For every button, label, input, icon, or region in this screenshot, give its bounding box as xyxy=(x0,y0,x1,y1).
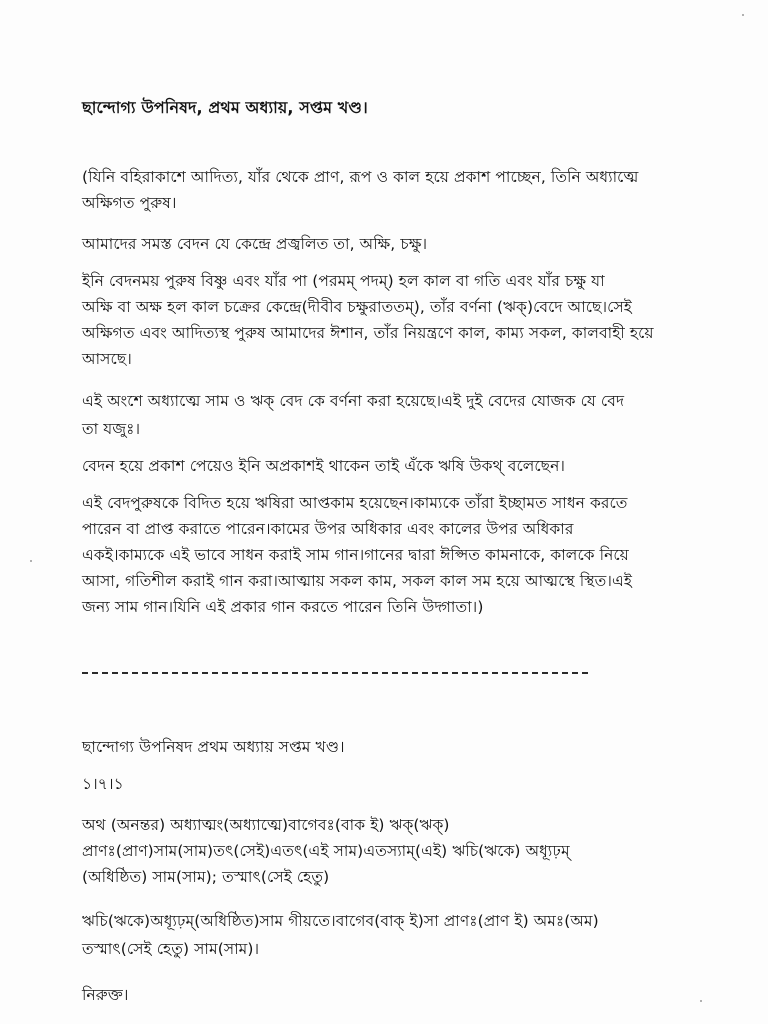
scan-speck xyxy=(700,1000,702,1002)
commentary-p3-line-1: ইনি বেদনময় পুরুষ বিষ্ণু এবং যাঁর পা (পরমম্ পদম্) হল কাল বা গতি এবং যাঁর চক্ষু যা xyxy=(82,272,605,290)
scan-speck xyxy=(742,14,744,16)
gloss-1-line-3: (অধিষ্ঠিত) সাম(সাম); তস্মাৎ(সেই হেতু) xyxy=(82,868,330,886)
commentary-p6-line-1: এই বেদপুরুষকে বিদিত হয়ে ঋষিরা আপ্তকাম হয়েছেন।কাম্যকে তাঁরা ইচ্ছামত সাধন করতে xyxy=(82,494,628,512)
gloss-2-line-1: ঋচি(ঋকে)অধ্যূঢ়ম্(অধিষ্ঠিত)সাম গীয়তে।বাগেব(বাক্ ই)সা প্রাণঃ(প্রাণ ই) অমঃ(অম) xyxy=(82,912,599,930)
page-title: ছান্দোগ্য উপনিষদ, প্রথম অধ্যায়, সপ্তম খণ্ড। xyxy=(82,98,368,117)
gloss-2-line-2: তস্মাৎ(সেই হেতু) সাম(সাম)। xyxy=(82,940,260,958)
commentary-p6-line-2: পারেন বা প্রাপ্ত করাতে পারেন।কামের উপর অধিকার এবং কালের উপর অধিকার xyxy=(82,520,574,538)
commentary-p6-line-5: জন্য সাম গান।যিনি এই প্রকার গান করতে পারেন তিনি উদ্গাতা।) xyxy=(82,598,484,616)
gloss-1-line-1: অথ (অনন্তর) অধ্যাত্মং(অধ্যাত্মে)বাগেবঃ(বাক ই) ঋক্(ঋক্) xyxy=(82,816,450,834)
commentary-p6-line-3: একই।কাম্যকে এই ভাবে সাধন করাই সাম গান।গানের দ্বারা ঈপ্সিত কামনাকে, কালকে নিয়ে xyxy=(82,546,629,564)
scan-speck xyxy=(30,560,32,562)
commentary-p3-line-4: আসছে। xyxy=(82,350,132,368)
section-heading: ছান্দোগ্য উপনিষদ প্রথম অধ্যায় সপ্তম খণ্ড। xyxy=(82,738,345,756)
commentary-p6-line-4: আসা, গতিশীল করাই গান করা।আত্মায় সকল কাম, সকল কাল সম হয়ে আত্মস্থে স্থিত।এই xyxy=(82,572,633,590)
footer-label: নিরুক্ত। xyxy=(82,986,129,1004)
commentary-p4-line-1: এই অংশে অধ্যাত্মে সাম ও ঋক্ বেদ কে বর্ণনা করা হয়েছে।এই দুই বেদের যোজক যে বেদ xyxy=(82,392,625,410)
commentary-p4-line-2: তা যজুঃ। xyxy=(82,420,141,438)
commentary-p5-line-1: বেদন হয়ে প্রকাশ পেয়েও ইনি অপ্রকাশই থাকেন তাই এঁকে ঋষি উকথ্ বলেছেন। xyxy=(82,457,566,475)
section-divider xyxy=(82,672,588,674)
commentary-p3-line-2: অক্ষি বা অক্ষ হল কাল চক্রের কেন্দ্রে(দীবীব চক্ষুরাততম্), তাঁর বর্ণনা (ঋক্)বেদে আছে।সেই xyxy=(82,298,632,316)
commentary-p1-line-1: (যিনি বহিরাকাশে আদিত্য, যাঁর থেকে প্রাণ, রূপ ও কাল হয়ে প্রকাশ পাচ্ছেন, তিনি অধ্যাত্মে xyxy=(82,168,639,186)
commentary-p2-line-1: আমাদের সমস্ত বেদন যে কেন্দ্রে প্রজ্বলিত তা, অক্ষি, চক্ষু। xyxy=(82,235,428,253)
gloss-1-line-2: প্রাণঃ(প্রাণ)সাম(সাম)তৎ(সেই)এতৎ(এই সাম)এতস্যাম্(এই) ঋচি(ঋকে) অধ্যূঢ়ম্ xyxy=(82,842,570,860)
commentary-p1-line-2: অক্ষিগত পুরুষ। xyxy=(82,194,177,212)
commentary-p3-line-3: অক্ষিগত এবং আদিত্যস্থ পুরুষ আমাদের ঈশান, তাঁর নিয়ন্ত্রণে কাল, কাম্য সকল, কালবাহী হয়ে xyxy=(82,324,654,342)
verse-number: ১।৭।১ xyxy=(82,775,124,793)
